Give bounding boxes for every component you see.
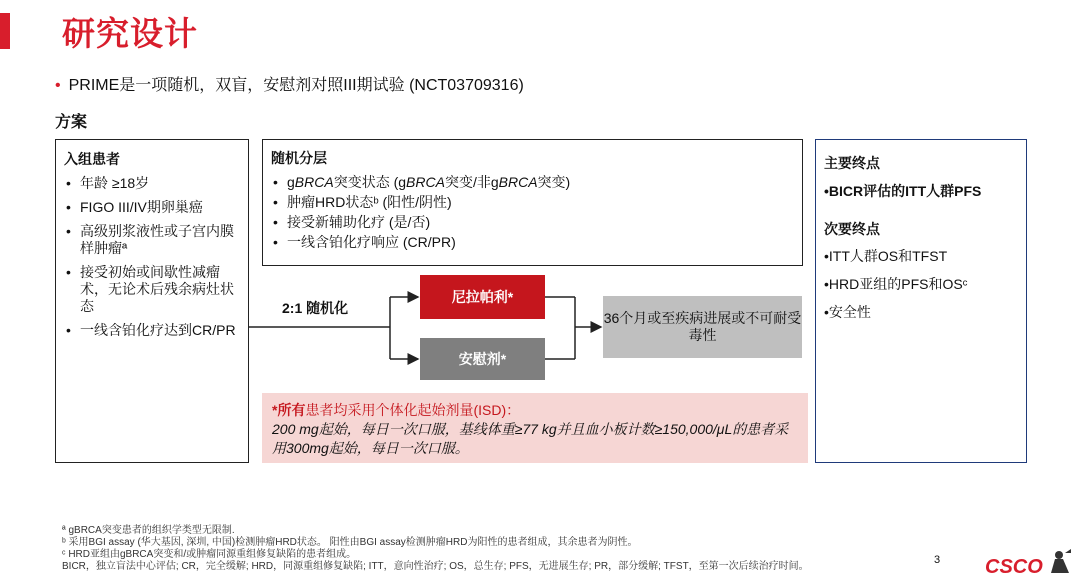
isd-note-line1: *所有患者均采用个体化起始剂量(ISD)： xyxy=(272,402,521,418)
stratification-item: • gBRCA突变状态 (gBRCA突变/非gBRCA突变) xyxy=(271,174,794,191)
eligibility-item: • 年龄 ≥18岁 xyxy=(64,175,240,192)
primary-endpoint-title: 主要终点 xyxy=(824,155,880,171)
footnotes xyxy=(62,525,809,573)
endpoints-box xyxy=(815,139,1027,463)
eligibility-item: • 高级别浆液性或子宫内膜样肿瘤ª xyxy=(64,223,240,257)
primary-endpoint-item: •BICR评估的ITT人群PFS xyxy=(824,183,982,199)
secondary-endpoint-item: •HRD亚组的PFS和OSᶜ xyxy=(824,276,968,292)
eligibility-item: • 接受初始或间歇性减瘤术，无论术后残余病灶状态 xyxy=(64,264,240,315)
isd-note xyxy=(262,393,808,463)
treatment-arm-box: 尼拉帕利* xyxy=(420,275,545,319)
eligibility-item: • 一线含铂化疗达到CR/PR xyxy=(64,322,240,339)
isd-note-line2: 200 mg起始，每日一次口服，基线体重≥77 kg并且血小板计数≥150,000/μL的患者采用300mg起始，每日一次口服。 xyxy=(272,421,789,456)
secondary-endpoint-item: •安全性 xyxy=(824,304,871,320)
stratification-item: • 肿瘤HRD状态ᵇ (阳性/阴性) xyxy=(271,194,794,211)
eligibility-title: 入组患者 xyxy=(64,151,120,167)
intro-text: PRIME是一项随机，双盲，安慰剂对照III期试验 (NCT03709316) xyxy=(68,77,524,94)
csco-logo xyxy=(985,545,1075,577)
bullet-dot: • xyxy=(55,77,61,94)
page-title: 研究设计 xyxy=(62,15,198,52)
footnote: BICR，独立盲法中心评估; CR，完全缓解; HRD，同源重组修复缺陷; ITT，意向性治疗; OS，总生存; PFS，无进展生存; PR，部分缓解; TFST，至第一次后续治疗时间。 xyxy=(62,561,809,572)
footnote: ᵇ 采用BGI assay (华大基因, 深圳, 中国)检测肿瘤HRD状态。 阳性由BGI assay检测肿瘤HRD为阳性的患者组成，其余患者为阴性。 xyxy=(62,537,638,548)
stratification-title: 随机分层 xyxy=(271,150,327,166)
logo-text: CSCO xyxy=(985,556,1043,577)
secondary-endpoint-item: •ITT人群OS和TFST xyxy=(824,248,948,264)
duration-box: 36个月或至疾病进展或不可耐受毒性 xyxy=(603,296,802,358)
randomization-label: 2:1 随机化 xyxy=(282,300,349,316)
section-label: 方案 xyxy=(55,114,88,131)
footnote: ª gBRCA突变患者的组织学类型无限制. xyxy=(62,525,235,536)
stratification-item: • 接受新辅助化疗 (是/否) xyxy=(271,214,794,231)
eligibility-item: • FIGO III/IV期卵巢癌 xyxy=(64,199,240,216)
logo-emblem-icon xyxy=(1051,549,1071,573)
secondary-endpoint-title: 次要终点 xyxy=(824,221,880,237)
placebo-arm-box: 安慰剂* xyxy=(420,338,545,380)
stratification-item: • 一线含铂化疗响应 (CR/PR) xyxy=(271,234,794,251)
page-number: 3 xyxy=(934,554,941,566)
footnote: ᶜ HRD亚组由gBRCA突变和/或肿瘤同源重组修复缺陷的患者组成。 xyxy=(62,549,357,560)
